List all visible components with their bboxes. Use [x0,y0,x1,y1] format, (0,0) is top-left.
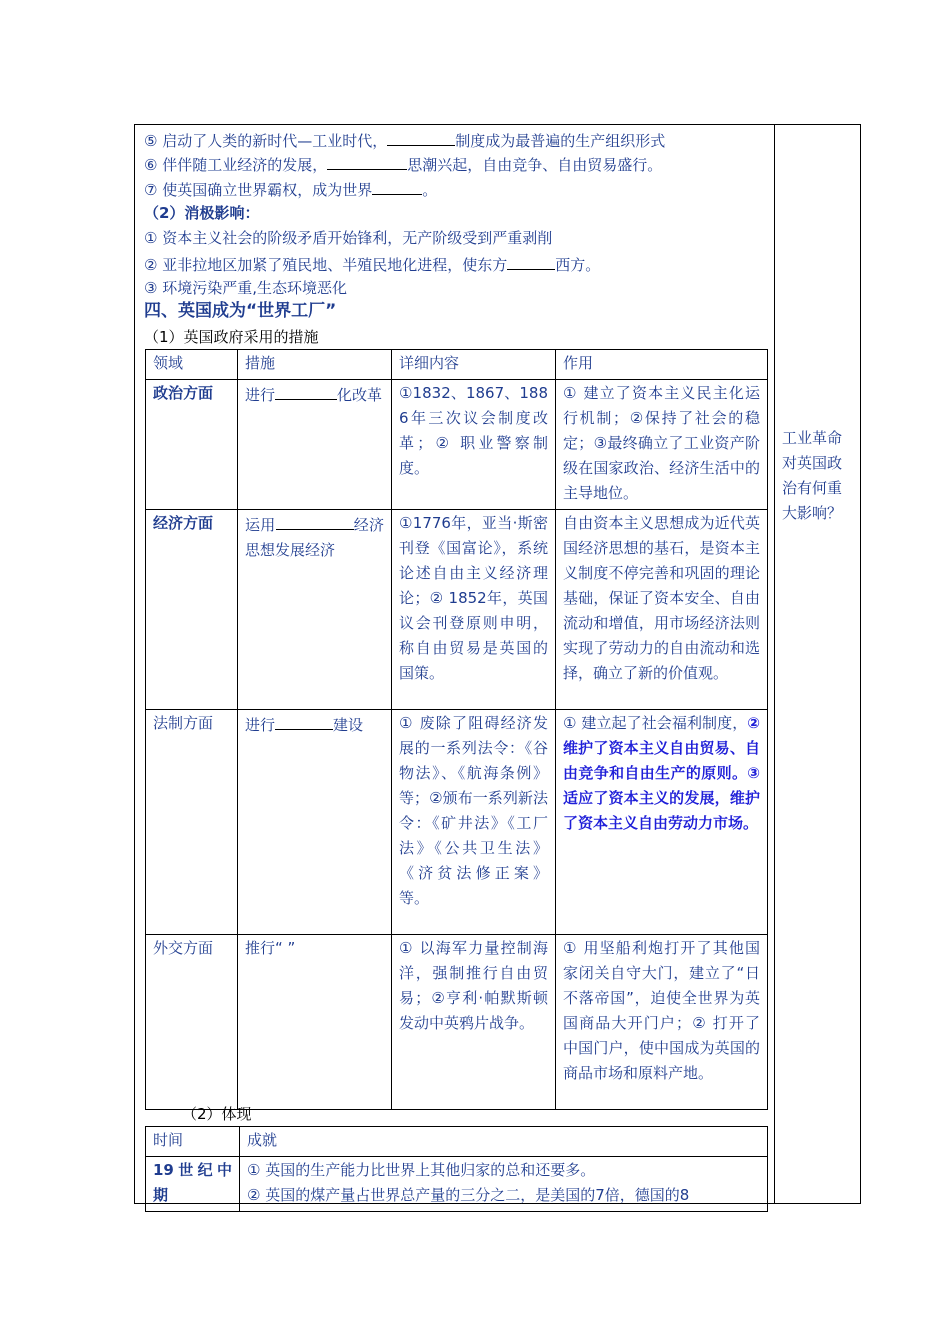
achievement-1: ① 英国的生产能力比世界上其他归家的总和还要多。 [247,1161,596,1179]
field-cell: 经济方面 [146,510,238,710]
section-4-subheading: （1）英国政府采用的措施 [144,328,319,346]
measures-table [145,349,768,1110]
field-cell: 政治方面 [146,380,238,510]
header-cell: 成就 [240,1127,768,1157]
fill-blank[interactable] [387,127,455,146]
impact-line-6: ⑥ 伴伴随工业经济的发展， 思潮兴起，自由竞争、自由贸易盛行。 [144,151,662,177]
column-divider [774,124,775,1204]
achievements-table [145,1126,768,1212]
effect-cell: 自由资本主义思想成为近代英国经济思想的基石，是资本主义制度不停完善和巩固的理论基础，保证了资本安全、自由流动和增值，用市场经济法则实现了劳动力的自由流动和选择，确立了新的价值观。 [556,510,768,710]
negative-impact-3: ③ 环境污染严重,生态环境恶化 [144,279,347,297]
section-4-heading: 四、英国成为“世界工厂” [144,301,337,321]
measure-cell: 进行 化改革 [238,380,392,510]
impact-line-7: ⑦ 使英国确立世界霸权，成为世界 。 [144,176,437,202]
negative-impact-title: （2）消极影响： [144,204,260,222]
detail-cell: ①1776年，亚当·斯密刊登《国富论》，系统论述自由主义经济理论；② 1852年，英国议会刊登原则申明，称自由贸易是英国的国策。 [392,510,556,710]
fill-blank[interactable] [275,381,337,400]
table-row [146,1157,768,1212]
measure-cell: 运用 经济思想发展经济 [238,510,392,710]
header-cell: 时间 [146,1127,240,1157]
effect-cell: ① 建立了资本主义民主化运行机制；②保持了社会的稳定；③最终确立了工业资产阶级在国家政治、经济生活中的主导地位。 [556,380,768,510]
field-cell: 法制方面 [146,710,238,935]
header-cell: 作用 [556,350,768,380]
fill-blank[interactable] [276,511,354,530]
negative-impact-2: ② 亚非拉地区加紧了殖民地、半殖民地化进程，使东方 西方。 [144,251,600,277]
side-question: 工业革命对英国政治有何重大影响？ [782,429,843,522]
fill-blank[interactable] [372,176,422,195]
achievement-cell [240,1157,768,1212]
impact-line-5: ⑤ 启动了人类的新时代—工业时代， 制度成为最普遍的生产组织形式 [144,127,665,153]
header-cell: 措施 [238,350,392,380]
table-header-row [146,1127,768,1157]
effect-cell: ① 用坚船利炮打开了其他国家闭关自守大门，建立了“日不落帝国”，迫使全世界为英国商品大开门户；② 打开了中国门户，使中国成为英国的商品市场和原料产地。 [556,935,768,1110]
detail-cell: ①1832、1867、1886年三次议会制度改革；② 职业警察制度。 [392,380,556,510]
table-header-row [146,350,768,380]
header-cell: 详细内容 [392,350,556,380]
fill-blank[interactable] [275,711,333,730]
table-row [146,710,768,935]
detail-cell: ① 废除了阻碍经济发展的一系列法令：《谷物法》、《航海条例》等；②颁布一系列新法令：《矿井法》《工厂法》《公共卫生法》《济贫法修正案》等。 [392,710,556,935]
table-row [146,510,768,710]
detail-cell: ① 以海军力量控制海洋，强制推行自由贸易；②亨利·帕默斯顿发动中英鸦片战争。 [392,935,556,1110]
measure-cell: 推行“ ” [238,935,392,1110]
field-cell: 外交方面 [146,935,238,1110]
negative-impact-1: ① 资本主义社会的阶级矛盾开始锋利，无产阶级受到严重剥削 [144,229,553,247]
section-4-2-subheading: （2）体现 [182,1105,252,1123]
time-cell: 19世纪中期 [146,1157,240,1212]
effect-cell: ① 建立起了社会福利制度，②维护了资本主义自由贸易、自由竞争和自由生产的原则。③适应了资本主义的发展，维护了资本主义自由劳动力市场。 [556,710,768,935]
measure-cell: 进行 建设 [238,710,392,935]
table-row [146,380,768,510]
table-row [146,935,768,1110]
achievement-2: ② 英国的煤产量占世界总产量的三分之二，是美国的7倍，德国的8 [247,1186,690,1204]
fill-blank[interactable] [327,151,407,170]
header-cell: 领域 [146,350,238,380]
fill-blank[interactable] [507,251,555,270]
